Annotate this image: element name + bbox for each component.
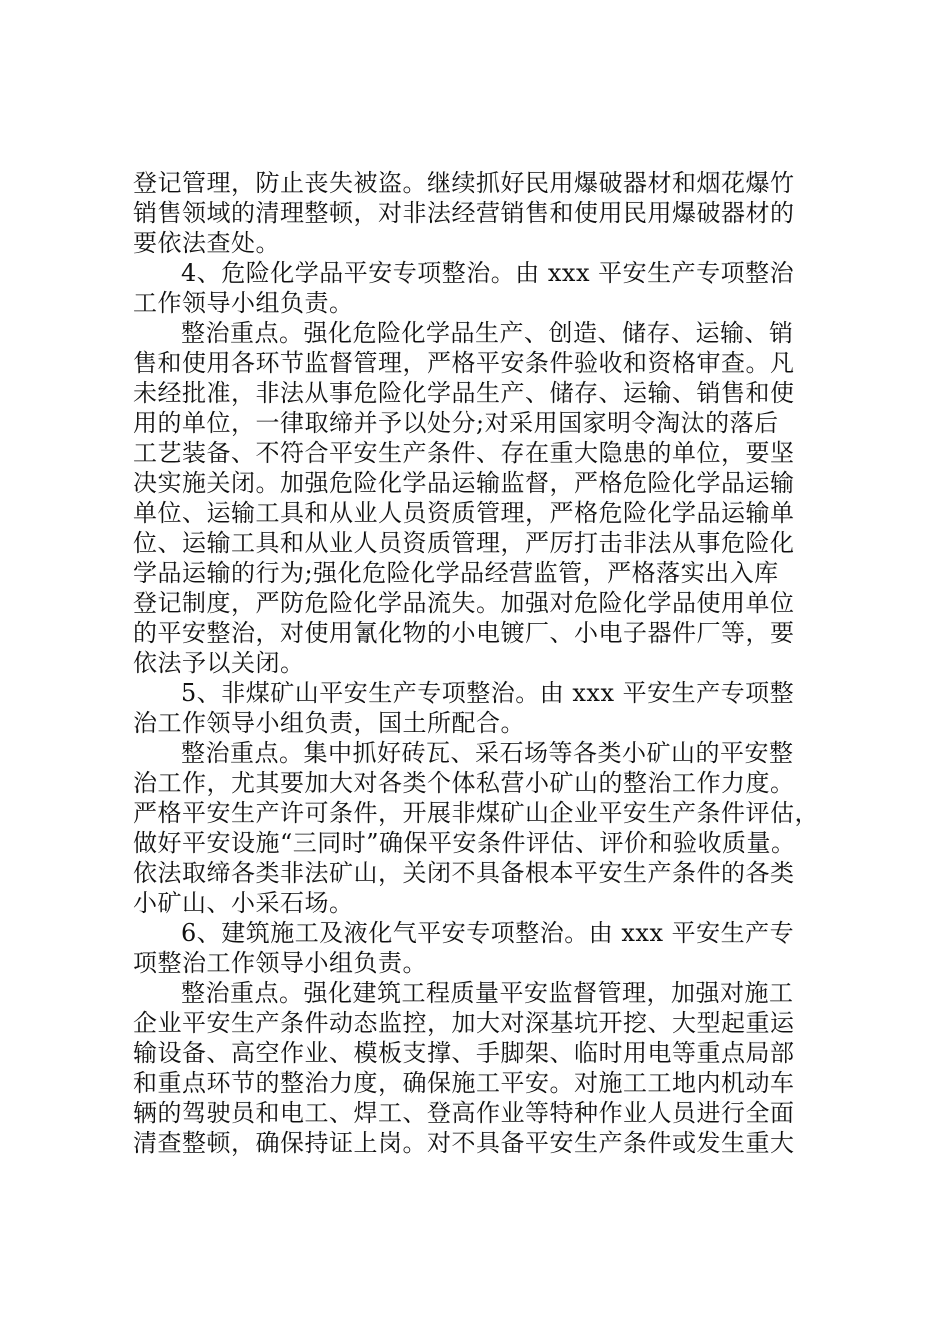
text-line: 决实施关闭。加强危险化学品运输监督，严格危险化学品运输: [133, 469, 795, 497]
text-line: 做好平安设施“三同时”确保平安条件评估、评价和验收质量。: [133, 829, 796, 857]
text-line: 单位、运输工具和从业人员资质管理，严格危险化学品运输单: [133, 499, 795, 527]
text-line: 清查整顿，确保持证上岗。对不具备平安生产条件或发生重大: [133, 1129, 795, 1157]
text-line: 工艺装备、不符合平安生产条件、存在重大隐患的单位，要坚: [133, 439, 795, 467]
text-line: 销售领域的清理整顿，对非法经营销售和使用民用爆破器材的: [133, 199, 795, 227]
text-line: 5、非煤矿山平安生产专项整治。由 xxx 平安生产专项整: [181, 679, 795, 707]
text-line: 企业平安生产条件动态监控，加大对深基坑开挖、大型起重运: [133, 1009, 795, 1037]
text-line: 售和使用各环节监督管理，严格平安条件验收和资格审查。凡: [133, 349, 795, 377]
text-line: 辆的驾驶员和电工、焊工、登高作业等特种作业人员进行全面: [133, 1099, 795, 1127]
text-line: 的平安整治，对使用氰化物的小电镀厂、小电子器件厂等，要: [133, 619, 795, 647]
text-line: 整治重点。集中抓好砖瓦、采石场等各类小矿山的平安整: [181, 739, 794, 767]
text-line: 4、危险化学品平安专项整治。由 xxx 平安生产专项整治: [181, 259, 795, 287]
text-line: 依法取缔各类非法矿山，关闭不具备根本平安生产条件的各类: [133, 859, 795, 887]
text-line: 输设备、高空作业、模板支撑、手脚架、临时用电等重点局部: [133, 1039, 795, 1067]
text-line: 严格平安生产许可条件，开展非煤矿山企业平安生产条件评估，: [133, 799, 819, 827]
text-line: 登记制度，严防危险化学品流失。加强对危险化学品使用单位: [133, 589, 795, 617]
text-line: 整治重点。强化建筑工程质量平安监督管理，加强对施工: [181, 979, 794, 1007]
text-line: 治工作领导小组负责，国土所配合。: [133, 709, 525, 737]
text-line: 6、建筑施工及液化气平安专项整治。由 xxx 平安生产专: [181, 919, 795, 947]
document-body: [133, 168, 823, 1158]
text-line: 用的单位，一律取缔并予以处分;对采用国家明令淘汰的落后: [133, 409, 779, 437]
text-line: 整治重点。强化危险化学品生产、创造、储存、运输、销: [181, 319, 794, 347]
text-line: 登记管理，防止丧失被盗。继续抓好民用爆破器材和烟花爆竹: [133, 169, 795, 197]
text-line: 依法予以关闭。: [133, 649, 305, 677]
text-line: 工作领导小组负责。: [133, 289, 354, 317]
text-line: 学品运输的行为;强化危险化学品经营监管，严格落实出入库: [133, 559, 779, 587]
text-line: 小矿山、小采石场。: [133, 889, 354, 917]
text-line: 治工作，尤其要加大对各类个体私营小矿山的整治工作力度。: [133, 769, 795, 797]
text-line: 项整治工作领导小组负责。: [133, 949, 427, 977]
text-line: 要依法查处。: [133, 229, 280, 257]
text-line: 位、运输工具和从业人员资质管理，严厉打击非法从事危险化: [133, 529, 795, 557]
text-line: 和重点环节的整治力度，确保施工平安。对施工工地内机动车: [133, 1069, 795, 1097]
text-line: 未经批准，非法从事危险化学品生产、储存、运输、销售和使: [133, 379, 795, 407]
